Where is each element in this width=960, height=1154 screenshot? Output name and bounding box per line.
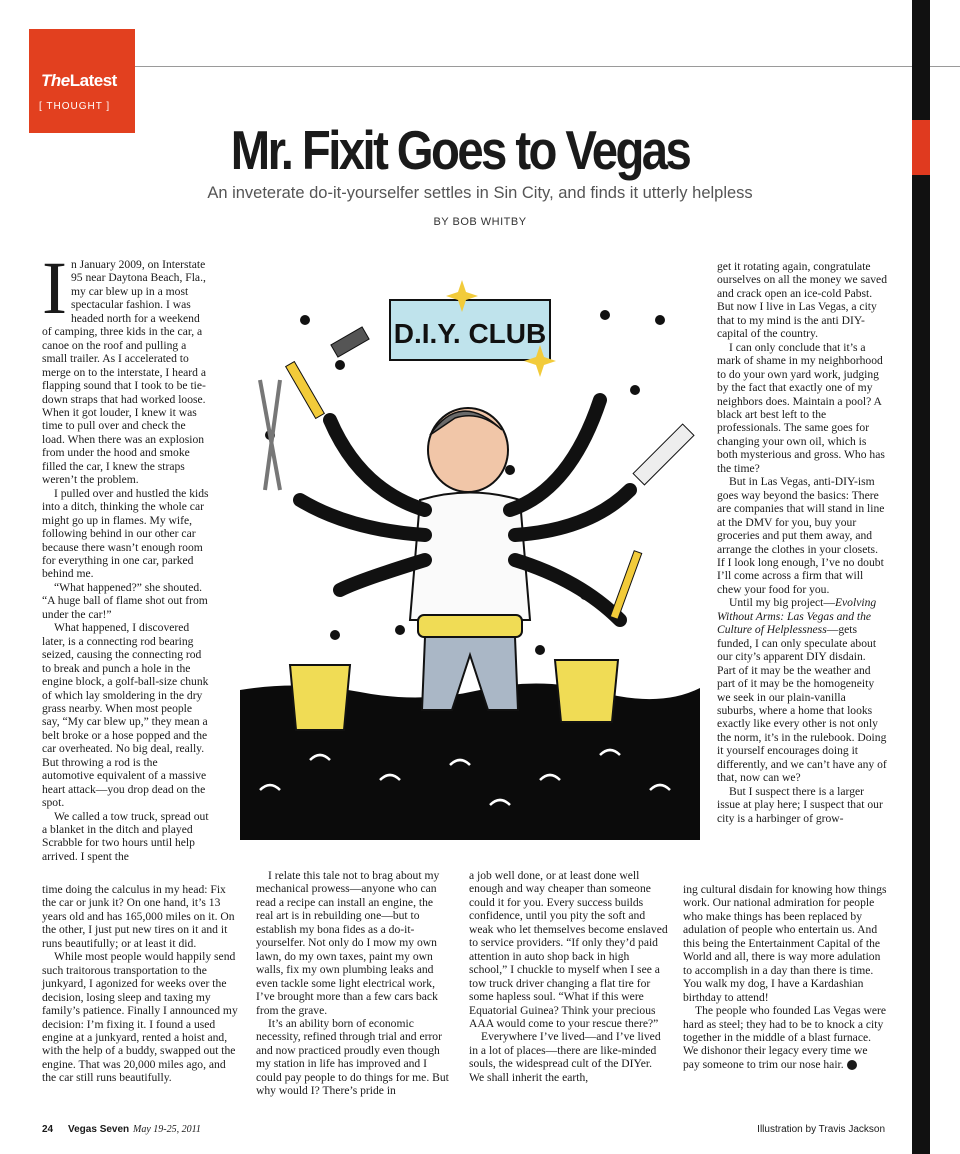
paragraph: Until my big project—Evolving Without Arms: Las Vegas and the Culture of Helplessness—gets funded, I can only speculate about our city’s apparent DIY disdain. Part of it may be the weather and part of it may be the homogeneity we seek in our plain-vanilla suburbs, where a home that looks exactly like every other is not only the norm, it’s in the rulebook. Doing it yourself encourages doing it differently, and we can’t have any of that, now can we? <box>717 596 887 785</box>
paragraph: We called a tow truck, spread out a blanket in the ditch and played Scrabble for two hours until help arrived. I spent the <box>42 809 209 863</box>
section-tab-marker <box>912 120 930 175</box>
book-title: Evolving Without Arms: Las Vegas and the Culture of Helplessness <box>717 596 877 637</box>
article-column-1-bottom <box>42 883 242 1085</box>
paragraph: “What happened?” she shouted. “A huge ball of flame shot out from under the car!” <box>42 580 208 621</box>
paragraph: What happened, I discovered later, is a connecting rod bearing seized, causing the connecting rod to break and punch a hole in the engine block, a golf-ball-size chunk of which lay smoldering in the dry grass nearby. When most people say, “My car blew up,” they mean a belt broke or a hose popped and the car overheated. No big deal, really. But throwing a rod is the automotive equivalent of a massive heart attack—you drop dead on the spot. <box>42 621 209 810</box>
sign-text: D.I.Y. CLUB <box>393 318 547 349</box>
section-title: TheLatest <box>41 71 117 90</box>
paragraph: I can only conclude that it’s a mark of shame in my neighborhood to do your own yard work, judging by the fact that exactly one of my neighbors does. Maintain a pool? A black art best left to the professionals. The same goes for changing your own oil, which is both mysterious and gross. Who has the time? <box>717 340 885 475</box>
drop-cap: I <box>42 247 67 330</box>
headline: Mr. Fixit Goes to Vegas <box>230 119 690 181</box>
paragraph: I pulled over and hustled the kids into a ditch, thinking the whole car might go up in flames. My wife, following behind in our other car because there wasn’t enough room for everything in one car, parked behind me. <box>42 486 209 581</box>
magazine-name: Vegas Seven <box>68 1124 130 1135</box>
illustration-credit: Illustration by Travis Jackson <box>757 1124 885 1135</box>
paragraph: But in Las Vegas, anti-DIY-ism goes way beyond the basics: There are companies that will stand in line at the DMV for you, buy your groceries and put them away, and arrange the clothes in your closets. If I look long enough, I’ve no doubt I’ll come across a firm that will chew your food for you. <box>717 475 885 596</box>
paragraph: Everywhere I’ve lived—and I’ve lived in a lot of places—there are like-minded souls, the widespread cult of the DIYer. We shall inherit the earth, <box>469 1030 661 1084</box>
issue-date: May 19-25, 2011 <box>133 1124 201 1135</box>
paragraph: time doing the calculus in my head: Fix the car or junk it? On one hand, it’s 13 years old and has 165,000 miles on it. On the other, I just put new tires on it and it runs beautifully; or at least it did. <box>42 883 235 950</box>
paragraph: While most people would happily send such traitorous transportation to the junkyard, I agonized for weeks over the decision, losing sleep and taxing my family’s patience. Finally I announced my decision: I’m fixing it. I found a used engine at a junkyard, rented a hoist and, with the help of a buddy, swapped out the engine. That was 20,000 miles ago, and the car still runs beautifully. <box>42 950 238 1085</box>
paragraph: It’s an ability born of economic necessity, refined through trial and error and now practiced proudly even though my station in life has improved and I could pay people to do things for me. But why would I? There’s pride in <box>256 1016 449 1098</box>
paragraph: But I suspect there is a larger issue at play here; I suspect that our city is a harbinger of grow- <box>717 784 883 825</box>
article-column-3 <box>469 869 669 1084</box>
paragraph: The people who founded Las Vegas were hard as steel; they had to be to knock a city together in the middle of a blast furnace. We dishonor their legacy every time we pay someone to trim our nose hair. <box>683 1004 887 1071</box>
byline: BY BOB WHITBY <box>433 216 527 228</box>
section-label <box>29 29 135 133</box>
paragraph: a job well done, or at least done well enough and way cheaper than someone could it for you. Every success builds confidence, until you pity the soft and weak who let themselves become enslaved to service providers. “If only they’d paid attention in auto shop back in high school,” I chuckle to myself when I see a tow truck driver changing a flat tire for some hapless soul. “What if this were Equatorial Guinea? Think your precious AAA would come to your rescue there?” <box>469 869 668 1030</box>
paragraph: ing cultural disdain for knowing how things work. Our national admiration for people who make things has been replaced by adulation of people who entertain us. And this being the Entertainment Capital of the World and all, there is way more adulation to accomplish in a day than there is time. You walk my dog, I have a Kardashian birthday to attend! <box>683 883 887 1004</box>
page-number: 24 <box>42 1124 54 1135</box>
article-column-1 <box>42 247 210 863</box>
article-column-4-bottom <box>683 883 887 1071</box>
section-tag: [ THOUGHT ] <box>39 101 111 112</box>
paragraph: get it rotating again, congratulate ourselves on all the money we saved and crack open an ice-cold Pabst. But now I live in Las Vegas, a city that to my mind is the anti DIY-capital of the country. <box>717 260 887 341</box>
top-rule <box>135 66 960 67</box>
dek: An inveterate do-it-yourselfer settles in Sin City, and finds it utterly helpless <box>207 184 753 202</box>
article-column-4 <box>717 260 887 825</box>
diy-club-illustration <box>240 260 700 840</box>
end-mark-icon <box>847 1060 857 1070</box>
article-column-2 <box>256 869 452 1098</box>
paragraph: I relate this tale not to brag about my mechanical prowess—anyone who can read a recipe can install an engine, the real art is in rebuilding one—but to establish my bona fides as a do-it-yourselfer. Not only do I mow my own lawn, do my own taxes, paint my own walls, fix my own plumbing leaks and even tackle some light electrical work, I’ve brought more than a few cars back from the grave. <box>256 869 440 1017</box>
paragraph: n January 2009, on Interstate 95 near Daytona Beach, Fla., my car blew up in a most spectacular fashion. I was headed north for a weekend of camping, three kids in the car, a canoe on the roof and pulling a small trailer. As I accelerated to merge on to the interstate, I heard a flapping sound that I took to be tie-down straps that had worked loose. When it got louder, I knew it was time to pull over and check the load. When there was an explosion from under the hood and smoke filled the car, I knew the straps weren’t the problem. <box>42 258 206 487</box>
